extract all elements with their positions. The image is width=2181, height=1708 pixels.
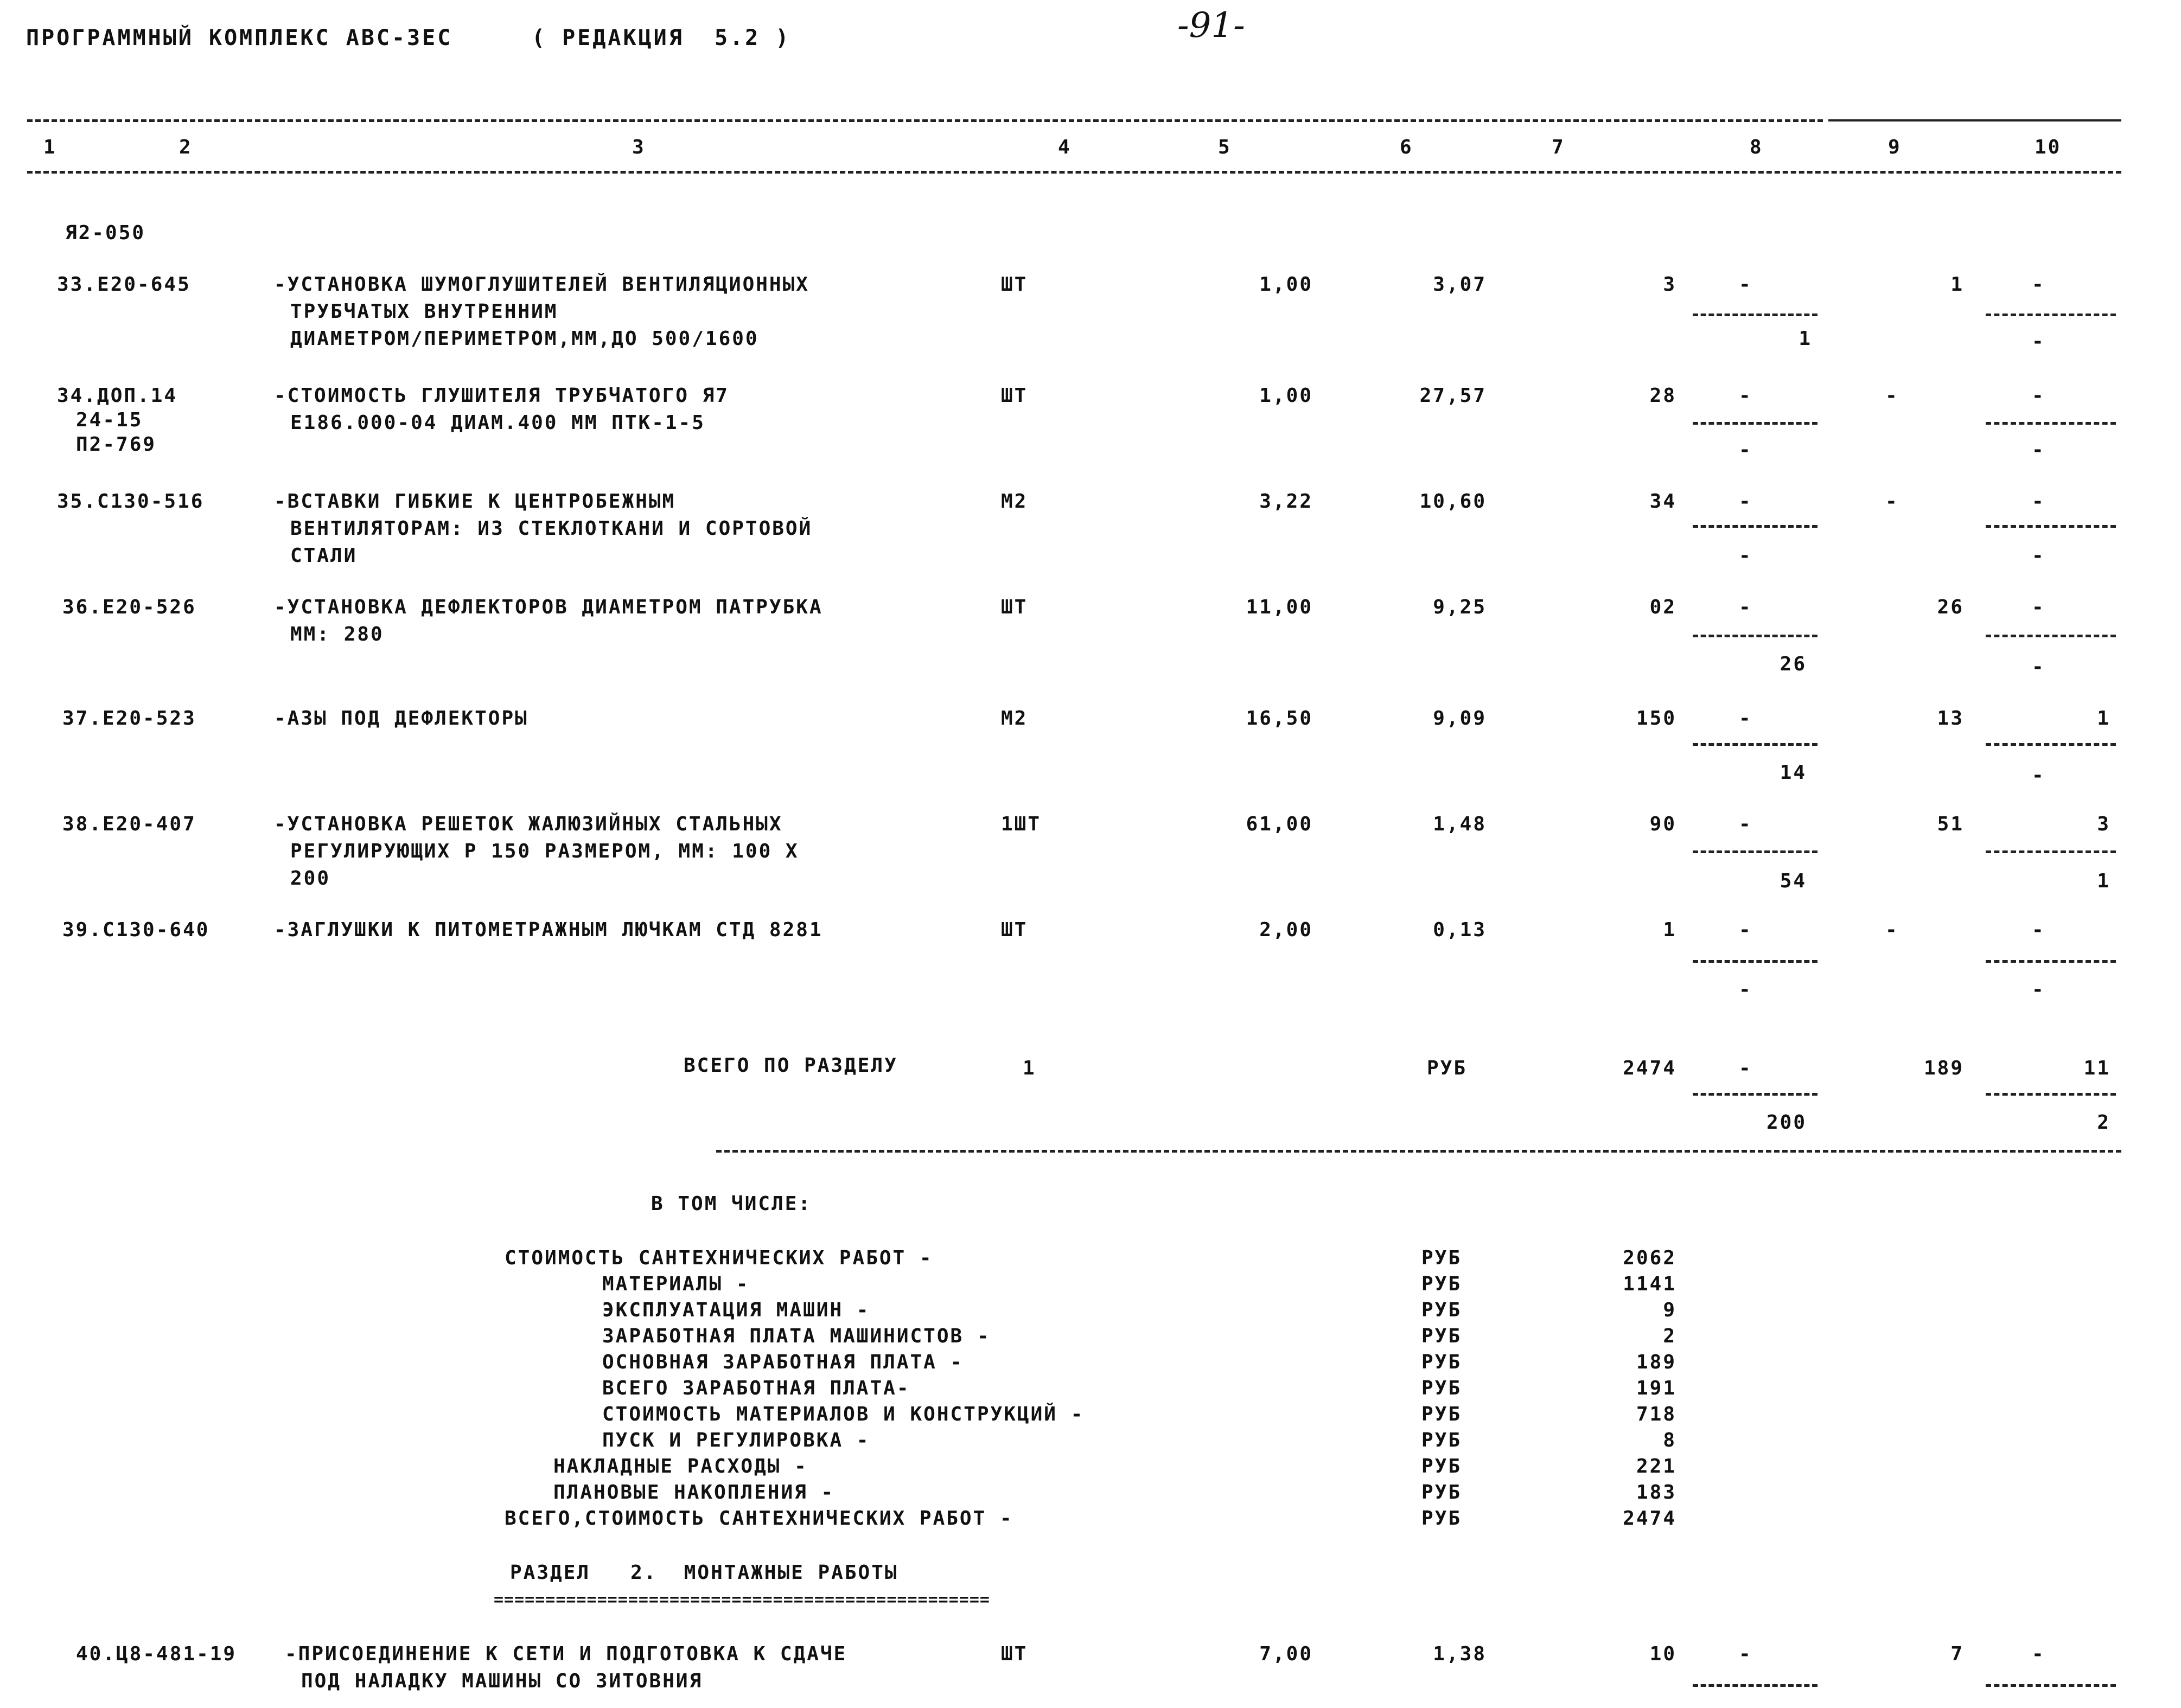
row-unit: М2 [1001, 490, 1028, 513]
breakdown-label: СТОИМОСТЬ САНТЕХНИЧЕСКИХ РАБОТ - [505, 1247, 933, 1269]
breakdown-unit: РУБ [1421, 1351, 1462, 1373]
edition: ( РЕДАКЦИЯ 5.2 ) [532, 25, 791, 50]
row-name: -УСТАНОВКА РЕШЕТОК ЖАЛЮЗИЙНЫХ СТАЛЬНЫХ [274, 813, 783, 835]
row-name: ДИАМЕТРОМ/ПЕРИМЕТРОМ,ММ,ДО 500/1600 [290, 328, 759, 350]
row-qty: 2,00 [1259, 919, 1313, 941]
row-price: 0,13 [1433, 919, 1487, 941]
breakdown-value: 2474 [1623, 1507, 1676, 1530]
total-sum: 2474 [1623, 1057, 1676, 1079]
total-c10-top: 11 [2083, 1057, 2110, 1079]
breakdown-value: 1141 [1623, 1273, 1676, 1295]
row-name: РЕГУЛИРУЮЩИХ Р 150 РАЗМЕРОМ, ММ: 100 Х [290, 840, 799, 862]
row-unit: 1ШТ [1001, 813, 1042, 835]
total-c8-bottom: 200 [1766, 1111, 1807, 1134]
total-c9: 189 [1923, 1057, 1964, 1079]
row-c8-bottom: 26 [1780, 653, 1807, 675]
row-code: 37.Е20-523 [62, 707, 196, 730]
total-c4: 1 [1023, 1057, 1036, 1079]
row-price: 1,48 [1433, 813, 1487, 835]
row-name: -УСТАНОВКА ШУМОГЛУШИТЕЛЕЙ ВЕНТИЛЯЦИОННЫХ [274, 273, 809, 296]
row-c8-rule [1693, 1684, 1818, 1687]
row-c10-top: - [2032, 385, 2045, 407]
row-unit: ШТ [1001, 385, 1028, 407]
row-price: 1,38 [1433, 1643, 1487, 1665]
breakdown-label: ВСЕГО ЗАРАБОТНАЯ ПЛАТА- [602, 1377, 910, 1399]
row-qty: 61,00 [1246, 813, 1313, 835]
row-c8-rule [1693, 422, 1818, 425]
table-header-rule [27, 171, 2121, 174]
total-c8-rule [1693, 1093, 1818, 1096]
row-c8-bottom: 54 [1780, 870, 1807, 892]
including-label: В ТОМ ЧИСЛЕ: [651, 1193, 812, 1215]
breakdown-label: МАТЕРИАЛЫ - [602, 1273, 750, 1295]
row-c9: - [1885, 919, 1899, 941]
page-number: -91- [1177, 5, 1245, 46]
row-total: 28 [1649, 385, 1676, 407]
row-price: 9,09 [1433, 707, 1487, 730]
row-unit: ШТ [1001, 1643, 1028, 1665]
breakdown-value: 8 [1663, 1429, 1676, 1451]
breakdown-value: 191 [1636, 1377, 1676, 1399]
row-name: ПОД НАЛАДКУ МАШИНЫ СО ЗИТОВНИЯ [301, 1670, 703, 1692]
row-name: ТРУБЧАТЫХ ВНУТРЕННИМ [290, 300, 558, 323]
row-c10-top: - [2032, 490, 2045, 513]
row-c8-rule [1693, 314, 1818, 316]
row-c10-top: 1 [2097, 707, 2110, 730]
row-c8-rule [1693, 960, 1818, 963]
row-c10-bottom: - [2032, 656, 2045, 678]
row-code: 39.С130-640 [62, 919, 210, 941]
breakdown-value: 718 [1636, 1403, 1676, 1425]
col-5: 5 [1218, 136, 1232, 158]
row-c8-top: - [1739, 273, 1752, 296]
total-unit: РУБ [1427, 1057, 1468, 1079]
row-code-3: П2-769 [76, 433, 157, 456]
col-6: 6 [1400, 136, 1413, 158]
row-qty: 1,00 [1259, 273, 1313, 296]
row-name: -УСТАНОВКА ДЕФЛЕКТОРОВ ДИАМЕТРОМ ПАТРУБКА [274, 596, 823, 618]
row-qty: 1,00 [1259, 385, 1313, 407]
row-c10-bottom: - [2032, 978, 2045, 1001]
row-c10-rule [1986, 314, 2116, 316]
row-c10-rule [1986, 525, 2116, 528]
row-total: 34 [1649, 490, 1676, 513]
row-c8-bottom: 1 [1799, 328, 1812, 350]
col-1: 1 [43, 136, 57, 158]
total-c10-bottom: 2 [2097, 1111, 2110, 1134]
breakdown-label: ОСНОВНАЯ ЗАРАБОТНАЯ ПЛАТА - [602, 1351, 964, 1373]
row-name: 200 [290, 867, 331, 890]
row-c10-rule [1986, 635, 2116, 637]
row-c10-bottom: - [2032, 439, 2045, 461]
breakdown-unit: РУБ [1421, 1507, 1462, 1530]
row-c8-bottom: 14 [1780, 762, 1807, 784]
row-c9: 51 [1937, 813, 1964, 835]
row-c10-bottom: 1 [2097, 870, 2110, 892]
row-code: 36.Е20-526 [62, 596, 196, 618]
row-c8-top: - [1739, 490, 1752, 513]
col-3: 3 [632, 136, 646, 158]
breakdown-label: ВСЕГО,СТОИМОСТЬ САНТЕХНИЧЕСКИХ РАБОТ - [505, 1507, 1013, 1530]
breakdown-label: ПЛАНОВЫЕ НАКОПЛЕНИЯ - [553, 1481, 835, 1504]
row-code-2: 24-15 [76, 409, 143, 431]
row-unit: ШТ [1001, 273, 1028, 296]
row-total: 1 [1663, 919, 1676, 941]
row-code: 33.Е20-645 [57, 273, 191, 296]
row-c10-top: - [2032, 1643, 2045, 1665]
row-c10-bottom: - [2032, 764, 2045, 786]
breakdown-unit: РУБ [1421, 1299, 1462, 1321]
breakdown-value: 9 [1663, 1299, 1676, 1321]
breakdown-unit: РУБ [1421, 1377, 1462, 1399]
breakdown-unit: РУБ [1421, 1325, 1462, 1347]
row-name: -ЗАГЛУШКИ К ПИТОМЕТРАЖНЫМ ЛЮЧКАМ СТД 8281 [274, 919, 823, 941]
row-c8-top: - [1739, 707, 1752, 730]
row-price: 3,07 [1433, 273, 1487, 296]
row-c9: 1 [1950, 273, 1964, 296]
row-c10-top: - [2032, 273, 2045, 296]
breakdown-unit: РУБ [1421, 1403, 1462, 1425]
row-total: 90 [1649, 813, 1676, 835]
row-name: СТАЛИ [290, 545, 358, 567]
row-c10-bottom: - [2032, 545, 2045, 567]
row-code: 35.С130-516 [57, 490, 205, 513]
row-price: 10,60 [1419, 490, 1487, 513]
row-c8-bottom: - [1739, 439, 1752, 461]
row-unit: ШТ [1001, 596, 1028, 618]
row-total: 3 [1663, 273, 1676, 296]
row-total: 150 [1636, 707, 1676, 730]
table-top-rule [27, 119, 1823, 122]
breakdown-unit: РУБ [1421, 1273, 1462, 1295]
row-c8-top: - [1739, 813, 1752, 835]
breakdown-label: ЗАРАБОТНАЯ ПЛАТА МАШИНИСТОВ - [602, 1325, 991, 1347]
row-c8-rule [1693, 525, 1818, 528]
row-name: -ВСТАВКИ ГИБКИЕ К ЦЕНТРОБЕЖНЫМ [274, 490, 676, 513]
col-4: 4 [1058, 136, 1072, 158]
row-c10-top: - [2032, 919, 2045, 941]
row-code: 38.Е20-407 [62, 813, 196, 835]
row-total: 02 [1649, 596, 1676, 618]
row-qty: 3,22 [1259, 490, 1313, 513]
row-c10-top: - [2032, 596, 2045, 618]
breakdown-value: 189 [1636, 1351, 1676, 1373]
row-name: -ПРИСОЕДИНЕНИЕ К СЕТИ И ПОДГОТОВКА К СДАЧЕ [285, 1643, 847, 1665]
row-c8-top: - [1739, 385, 1752, 407]
breakdown-value: 221 [1636, 1455, 1676, 1477]
row-code: 34.ДОП.14 [57, 385, 178, 407]
row-c9: 13 [1937, 707, 1964, 730]
row-qty: 11,00 [1246, 596, 1313, 618]
row-c10-rule [1986, 1684, 2116, 1687]
row-name: -СТОИМОСТЬ ГЛУШИТЕЛЯ ТРУБЧАТОГО Я7 [274, 385, 729, 407]
total-c10-rule [1986, 1093, 2116, 1096]
table-top-rule-right [1828, 119, 2121, 121]
program-name: ПРОГРАММНЫЙ КОМПЛЕКС АВС-3ЕС [26, 25, 453, 50]
row-unit: М2 [1001, 707, 1028, 730]
row-c8-bottom: - [1739, 545, 1752, 567]
row-c10-top: 3 [2097, 813, 2110, 835]
col-7: 7 [1552, 136, 1565, 158]
breakdown-label: ПУСК И РЕГУЛИРОВКА - [602, 1429, 870, 1451]
total-c8-top: - [1739, 1057, 1752, 1079]
row-c8-top: - [1739, 919, 1752, 941]
row-c10-bottom: - [2032, 330, 2045, 353]
row-qty: 7,00 [1259, 1643, 1313, 1665]
row-price: 9,25 [1433, 596, 1487, 618]
breakdown-unit: РУБ [1421, 1481, 1462, 1504]
section-underline: ================================================ [494, 1590, 990, 1609]
row-name: Е186.000-04 ДИАМ.400 ММ ПТК-1-5 [290, 412, 705, 434]
row-c9: 7 [1950, 1643, 1964, 1665]
row-name: ВЕНТИЛЯТОРАМ: ИЗ СТЕКЛОТКАНИ И СОРТОВОЙ [290, 517, 813, 540]
row-c8-top: - [1739, 1643, 1752, 1665]
col-10: 10 [2035, 136, 2062, 158]
row-c8-bottom: - [1739, 978, 1752, 1001]
row-c10-rule [1986, 850, 2116, 853]
breakdown-label: ЭКСПЛУАТАЦИЯ МАШИН - [602, 1299, 870, 1321]
row-c9: 26 [1937, 596, 1964, 618]
row-c8-rule [1693, 850, 1818, 853]
row-c9: - [1885, 490, 1899, 513]
total-label: ВСЕГО ПО РАЗДЕЛУ [684, 1054, 898, 1077]
row-price: 27,57 [1419, 385, 1487, 407]
breakdown-value: 2062 [1623, 1247, 1676, 1269]
row-c8-rule [1693, 635, 1818, 637]
breakdown-value: 183 [1636, 1481, 1676, 1504]
row-total: 10 [1649, 1643, 1676, 1665]
row-unit: ШТ [1001, 919, 1028, 941]
col-2: 2 [179, 136, 193, 158]
row-name: ММ: 280 [290, 623, 384, 645]
total-rule [716, 1150, 2121, 1153]
row-c8-rule [1693, 743, 1818, 746]
section-title: РАЗДЕЛ 2. МОНТАЖНЫЕ РАБОТЫ [510, 1562, 898, 1584]
col-9: 9 [1888, 136, 1902, 158]
row-c10-rule [1986, 960, 2116, 963]
section-code: Я2-050 [65, 222, 146, 244]
row-c9: - [1885, 385, 1899, 407]
breakdown-unit: РУБ [1421, 1247, 1462, 1269]
breakdown-unit: РУБ [1421, 1455, 1462, 1477]
row-c10-rule [1986, 422, 2116, 425]
row-qty: 16,50 [1246, 707, 1313, 730]
row-c8-top: - [1739, 596, 1752, 618]
col-8: 8 [1750, 136, 1763, 158]
row-code: 40.Ц8-481-19 [76, 1643, 237, 1665]
breakdown-unit: РУБ [1421, 1429, 1462, 1451]
row-c10-rule [1986, 743, 2116, 746]
row-name: -АЗЫ ПОД ДЕФЛЕКТОРЫ [274, 707, 528, 730]
breakdown-label: НАКЛАДНЫЕ РАСХОДЫ - [553, 1455, 808, 1477]
breakdown-label: СТОИМОСТЬ МАТЕРИАЛОВ И КОНСТРУКЦИЙ - [602, 1403, 1085, 1425]
breakdown-value: 2 [1663, 1325, 1676, 1347]
